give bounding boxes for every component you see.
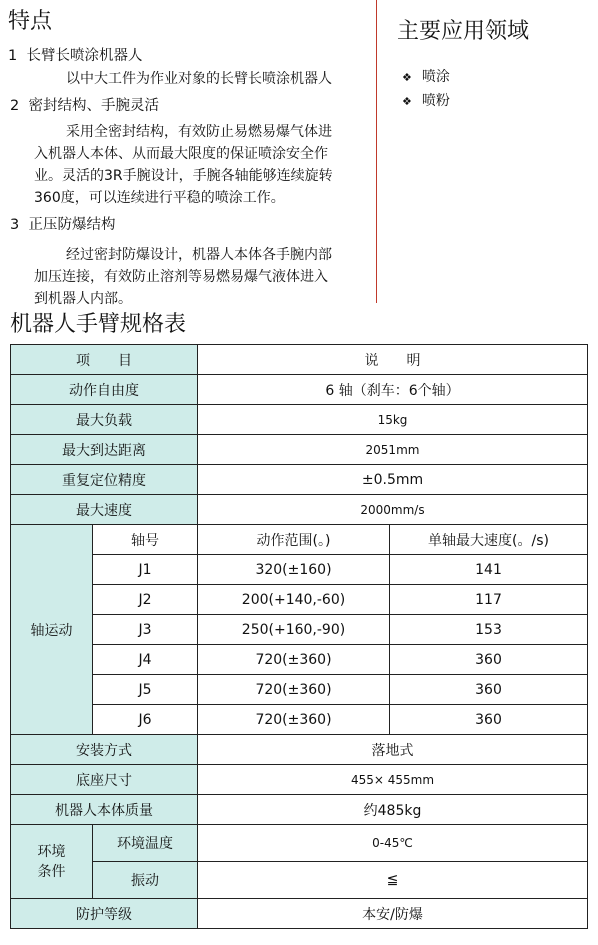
feature-1-heading: 1 长臂长喷涂机器人 [8, 48, 143, 64]
axis-id: J4 [93, 645, 198, 675]
features-title: 特点 [8, 9, 53, 34]
row-label: 机器人本体质量 [11, 795, 198, 825]
axis-row [11, 615, 588, 645]
env-group-label: 环境 条件 [11, 825, 93, 899]
axis-id: J2 [93, 585, 198, 615]
axis-row [11, 555, 588, 585]
row-value: ≦ [198, 862, 588, 899]
table-row [11, 735, 588, 765]
feature-3-body-line: 经过密封防爆设计，机器人本体各手腕内部 [66, 247, 332, 263]
feature-3-heading: 3 正压防爆结构 [10, 217, 116, 233]
axis-row [11, 585, 588, 615]
row-value: 6 轴（刹车：6个轴） [198, 375, 588, 405]
env-row [11, 862, 588, 899]
axis-speed: 153 [390, 615, 588, 645]
feature-2-body-line: 入机器人本体、从而最大限度的保证喷涂安全作 [34, 146, 328, 162]
feature-1-body: 以中大工件为作业对象的长臂长喷涂机器人 [66, 71, 332, 87]
row-label: 底座尺寸 [11, 765, 198, 795]
axis-id: J3 [93, 615, 198, 645]
table-row [11, 435, 588, 465]
axis-group-text: 轴运动 [30, 622, 73, 639]
table-row [11, 495, 588, 525]
table-header-row [11, 345, 588, 375]
axis-speed: 141 [390, 555, 588, 585]
table-row [11, 405, 588, 435]
axis-range: 720(±360) [198, 675, 390, 705]
row-value: 0-45℃ [198, 825, 588, 862]
axis-col-header: 轴号 [93, 525, 198, 555]
row-label: 振动 [93, 862, 198, 899]
axis-row [11, 675, 588, 705]
row-label: 重复定位精度 [11, 465, 198, 495]
diamond-bullet-icon: ❖ [402, 95, 412, 108]
axis-id: J1 [93, 555, 198, 585]
axis-header-row [11, 525, 588, 555]
row-label: 最大到达距离 [11, 435, 198, 465]
feature-2-body-line: 360度，可以连续进行平稳的喷涂工作。 [34, 190, 285, 206]
axis-row [11, 645, 588, 675]
row-label: 防护等级 [11, 899, 198, 929]
row-value: 本安/防爆 [198, 899, 588, 929]
applications-title: 主要应用领域 [397, 19, 530, 44]
env-row [11, 825, 588, 862]
axis-col-header: 单轴最大速度(。/s) [390, 525, 588, 555]
axis-range: 720(±360) [198, 705, 390, 735]
application-item: ❖ 喷粉 [402, 93, 450, 109]
feature-2-body-line: 采用全密封结构，有效防止易燃易爆气体进 [66, 124, 332, 140]
row-value: 455× 455mm [198, 765, 588, 795]
spec-table [10, 344, 588, 929]
row-value: 约485kg [198, 795, 588, 825]
diamond-bullet-icon: ❖ [402, 71, 412, 84]
row-value: 15kg [198, 405, 588, 435]
feature-2-heading: 2 密封结构、手腕灵活 [10, 98, 159, 114]
row-value: 2051mm [198, 435, 588, 465]
feature-2-body-line: 业。灵活的3R手腕设计，手腕各轴能够连续旋转 [34, 168, 333, 184]
axis-row [11, 705, 588, 735]
feature-3-body-line: 加压连接，有效防止溶剂等易燃易爆气液体进入 [34, 269, 328, 285]
divider-line [376, 0, 377, 303]
axis-range: 320(±160) [198, 555, 390, 585]
axis-speed: 360 [390, 645, 588, 675]
table-row [11, 899, 588, 929]
table-row [11, 795, 588, 825]
axis-id: J5 [93, 675, 198, 705]
row-label: 环境温度 [93, 825, 198, 862]
header-desc: 说 明 [198, 345, 588, 375]
row-value: ±0.5mm [198, 465, 588, 495]
spec-table-title: 机器人手臂规格表 [10, 312, 187, 337]
feature-3-body-line: 到机器人内部。 [34, 291, 132, 307]
row-label: 最大负载 [11, 405, 198, 435]
axis-col-header: 动作范围(。) [198, 525, 390, 555]
header-item: 项 目 [11, 345, 198, 375]
row-value: 落地式 [198, 735, 588, 765]
table-row [11, 765, 588, 795]
axis-speed: 360 [390, 675, 588, 705]
row-value: 2000mm/s [198, 495, 588, 525]
row-label: 安装方式 [11, 735, 198, 765]
axis-range: 250(+160,-90) [198, 615, 390, 645]
table-row [11, 375, 588, 405]
axis-range: 200(+140,-60) [198, 585, 390, 615]
row-label: 动作自由度 [11, 375, 198, 405]
axis-speed: 117 [390, 585, 588, 615]
table-row [11, 465, 588, 495]
row-label: 最大速度 [11, 495, 198, 525]
axis-speed: 360 [390, 705, 588, 735]
axis-range: 720(±360) [198, 645, 390, 675]
application-item: ❖ 喷涂 [402, 69, 450, 85]
axis-id: J6 [93, 705, 198, 735]
